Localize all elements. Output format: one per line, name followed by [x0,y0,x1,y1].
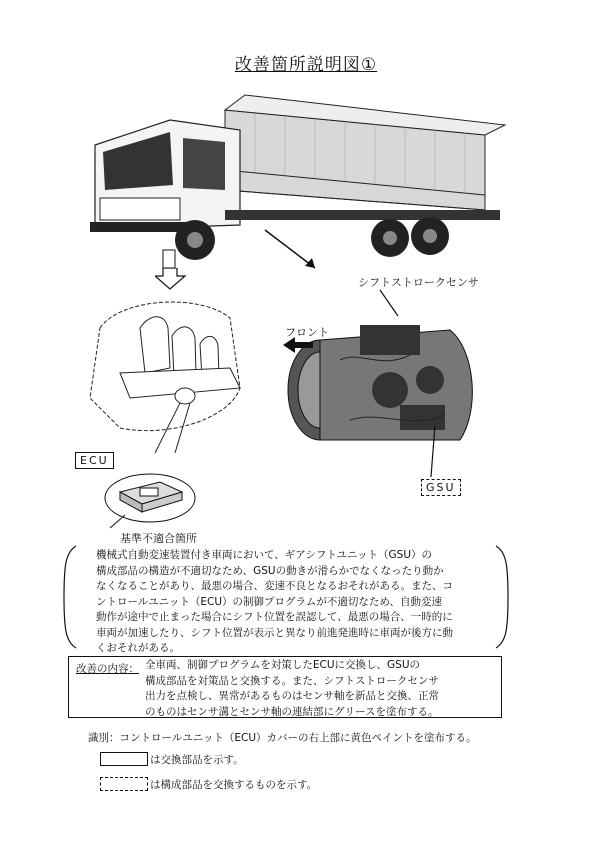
fix-line: 構成部品を対策品と交換する。また、シフトストロークセンサ [145,674,439,687]
down-arrow-icon [155,268,195,290]
fix-line: のものはセンサ溝とセンサ軸の連結部にグリースを塗布する。 [145,705,439,718]
truck-illustration [75,90,515,270]
ecu-label: ECU [75,452,114,469]
legend-solid-box [100,752,148,766]
description-line: 車両が加速したり、シフト位置が表示と異なり前進発進時に車両が後方に動 [96,626,453,639]
legend-solid-text: は交換部品を示す。 [150,754,244,766]
fix-line: 出力を点検し、異常があるものはセンサ軸を新品と交換、正常 [145,690,439,702]
front-label: フロント [285,326,329,339]
gsu-pointer-line [425,425,445,480]
description-line: くおそれがある。 [96,642,180,654]
identification-text: 識別：コントロールユニット（ECU）カバーの右上部に黄色ペイントを塗布する。 [88,732,477,744]
description-line: 構成部品の構造が不適切なため、GSUの動きが滑らかでなくなったり動か [96,564,444,577]
page-title: 改善箇所説明図① [234,55,378,75]
description-line: 動作が途中で止まった場合にシフト位置を誤認して、最悪の場合、一時的に [96,611,453,623]
fix-label: 改善の内容： [76,663,139,675]
description-line: なくなることがあり、最悪の場合、変速不良となるおそれがある。また、コ [96,580,453,592]
fix-body [145,658,439,720]
fix-line: 全車両、制御プログラムを対策したECUに交換し、GSUの [145,659,421,671]
ecu-unit-illustration [100,470,200,530]
sensor-pointer-line [378,288,418,318]
description-line: ントロールユニット（ECU）の制御プログラムが不適切なため、自動変速 [96,595,442,608]
legend-dashed-box [100,777,148,791]
shift-sensor-label: シフトストロークセンサ [358,276,479,289]
description-paragraph [96,548,453,657]
description-line: 機械式自動変速装置付き車両において、ギアシフトユニット（GSU）の [96,549,433,561]
gsu-label: GSU [421,479,461,496]
cab-interior-sketch [80,288,250,458]
nonconforming-label: 基準不適合箇所 [120,532,197,545]
legend-dashed-text: は構成部品を交換するものを示す。 [150,779,318,791]
